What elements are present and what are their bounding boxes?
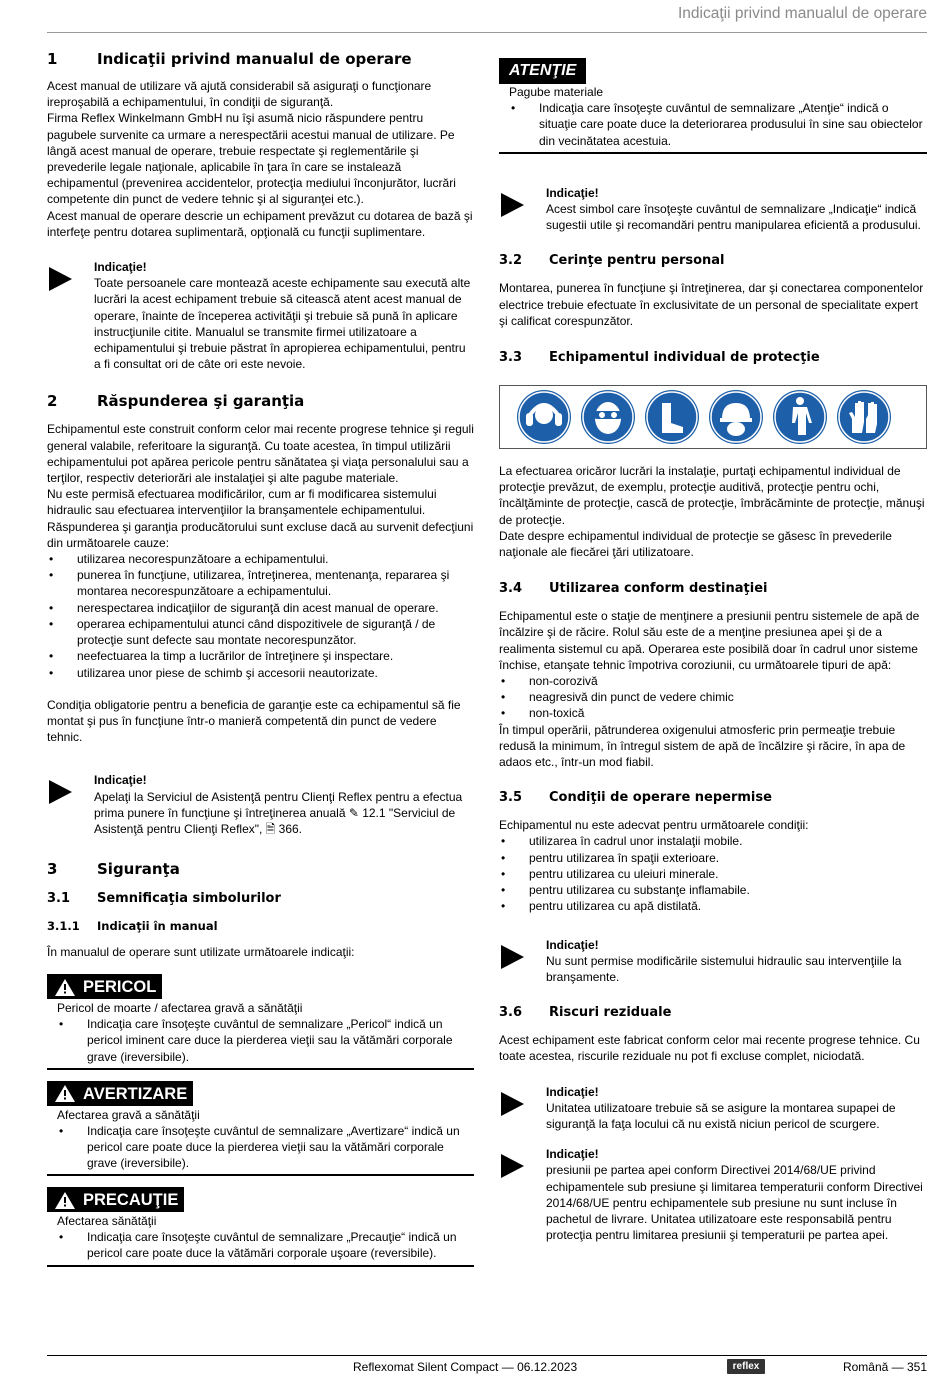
warning-subtitle: Afectarea sănătăţii (57, 1214, 157, 1229)
paragraph: Firma Reflex Winkelmann GmbH nu îşi asumă nicio răspundere pentru pagubele survenite ca urmare a nerespectării acestui manual de utilizare. Pe lângă acest manual de operare, trebuie respectate şi reglementările şi prevederile legale naţionale, aplicabile în ţara în care se instalează echipamentul (prevenirea accidentelor, protecţia mediului înconjurător, lucrări competente din punct de vedere tehnic şi al siguranţei etc.). (47, 111, 456, 207)
left-column (47, 44, 474, 1267)
note-arrow-icon (47, 772, 94, 837)
paragraph: Acest manual de utilizare vă ajută considerabil să asiguraţi o funcţionare ireproşabilă a echipamentului, în condiţii de siguranţă. (47, 79, 432, 110)
section-title: Condiţii de operare nepermise (549, 790, 772, 806)
warning-triangle-icon (55, 1192, 75, 1209)
list-item: • pentru utilizarea cu apă distilată. (499, 898, 927, 914)
note-text: Unitatea utilizatoare trebuie să se asigure la montarea supapei de siguranţă la faţa locului că nu există niciun pericol de scurgere. (546, 1100, 896, 1131)
list-item: • pentru utilizarea cu uleiuri minerale. (499, 866, 927, 882)
warning-text: • Indicaţia care însoţeşte cuvântul de semnalizare „Precauţie“ indică un pericol care poate duce la vătămări corporale uşoare (reversibile). (57, 1229, 474, 1261)
list-item: • pentru utilizarea cu substanţe inflamabile. (499, 882, 927, 898)
paragraph: Echipamentul este o staţie de menţinere a presiunii pentru sistemele de apă de încălzire şi de răcire. Rolul său este de a menţine presiunea apei şi de a realimenta sistemul cu apă. Operarea este posibilă doar în cadrul unor sisteme închise, etanşate tehnic împotriva coroziunii, cu următoarele tipuri de apă: (499, 609, 920, 672)
list-item: • utilizarea în cadrul unor instalaţii mobile. (499, 833, 927, 849)
paragraph: Acest echipament este fabricat conform celor mai recente progrese tehnice. Cu toate acestea, riscurile reziduale nu pot fi excluse complet, niciodată. (499, 1033, 920, 1064)
note-arrow-icon (499, 1146, 546, 1243)
bullet-list (499, 673, 927, 722)
warning-subtitle: Pericol de moarte / afectarea gravă a sănătăţii (57, 1001, 303, 1016)
note-title: Indicaţie! (94, 260, 147, 275)
list-item: • utilizarea necorespunzătoare a echipamentului. (47, 551, 474, 567)
section-number: 3.6 (499, 1005, 523, 1021)
list-item: • utilizarea unor piese de schimb şi accesorii neautorizate. (47, 665, 474, 681)
paragraph: Răspunderea şi garanţia producătorului sunt excluse dacă au survenit defecţiuni din următoarele cauze: (47, 519, 474, 550)
section-title: Siguranţa (97, 860, 180, 879)
list-item: • neefectuarea la timp a lucrărilor de întreţinere şi inspectare. (47, 648, 474, 664)
paragraph: Condiţia obligatorie pentru a beneficia de garanţie este ca echipamentul să fie montat şi pus în funcţiune într-o manieră competentă din punct de vedere tehnic. (47, 697, 461, 745)
signal-word: PERICOL (83, 978, 157, 997)
note-arrow-icon (499, 185, 546, 234)
warning-triangle-icon (55, 979, 75, 996)
section-number: 3.1.1 (47, 919, 80, 934)
protective-clothing-icon (772, 389, 828, 445)
ppe-pictogram-strip (499, 385, 927, 449)
list-item: • non-corozivă (499, 673, 927, 689)
note-text: Nu sunt permise modificările sistemului hidraulic sau intervenţiile la branşamente. (546, 953, 902, 984)
precautie-warning (47, 1187, 474, 1266)
footer-divider (47, 1355, 927, 1356)
paragraph: La efectuarea oricăror lucrări la instalaţie, purtaţi echipamentul individual de protecţie prevăzut, de exemplu, protecţie auditivă, protecţie pentru ochi, încălţăminte de protecţie, cască de protecţie, îmbrăcăminte de protecţie, mănuşi de protecţie. (499, 464, 925, 527)
paragraph: Echipamentul nu este adecvat pentru următoarele condiţii: (499, 818, 809, 833)
note-box (499, 1084, 927, 1133)
warning-triangle-icon (55, 1085, 75, 1102)
note-box (47, 259, 474, 372)
section-number: 3 (47, 860, 58, 879)
warning-text: • Indicaţia care însoţeşte cuvântul de semnalizare „Pericol“ indică un pericol iminent care duce la pierderea vieţii sau la vătămări corporale grave (ireversibile). (57, 1016, 474, 1065)
note-arrow-icon (47, 259, 94, 372)
section-3-1-heading (47, 890, 474, 908)
section-3-3-heading (499, 349, 927, 367)
note-title: Indicaţie! (546, 185, 599, 200)
section-3-5-heading (499, 789, 927, 807)
warning-subtitle: Pagube materiale (509, 85, 604, 99)
warning-subtitle: Afectarea gravă a sănătăţii (57, 1107, 200, 1122)
list-item: • non-toxică (499, 705, 927, 721)
section-title: Indicaţii în manual (97, 919, 218, 934)
precautie-badge (47, 1187, 184, 1212)
danger-warning (47, 974, 474, 1070)
note-box (47, 772, 474, 837)
danger-badge (47, 974, 162, 999)
section-number: 2 (47, 392, 58, 411)
section-title: Răspunderea şi garanţia (97, 392, 305, 411)
list-item: • neagresivă din punct de vedere chimic (499, 689, 927, 705)
section-1-heading (47, 49, 474, 69)
paragraph: Date despre echipamentul individual de protecţie se găsesc în prevederile naţionale ale fiecărei ţări utilizatoare. (499, 528, 892, 560)
reflex-logo: reflex (727, 1359, 765, 1374)
note-arrow-icon (499, 1084, 546, 1133)
footer-language-page: Română — 351 (842, 1360, 927, 1374)
section-title: Semnificaţia simbolurilor (97, 891, 281, 907)
running-header: Indicaţii privind manualul de operare (677, 5, 927, 22)
note-title: Indicaţie! (546, 937, 599, 952)
section-3-4-heading (499, 580, 927, 598)
list-item: • punerea în funcţiune, utilizarea, întreţinerea, mentenanţa, repararea şi montarea necorespunzătoare a echipamentului. (47, 567, 474, 599)
section-title: Utilizarea conform destinaţiei (549, 581, 768, 597)
header-divider (47, 32, 927, 33)
right-column (499, 58, 927, 1243)
note-text: Toate persoanele care montează aceste echipamente sau execută alte lucrări la acest echipament trebuie să citească atent acest manual de operare, înainte de începerea activităţii şi trebuie să pună în aplicare instrucţiunile citite. Manualul se transmite firmei utilizatoare a echipamentului şi trebuie păstrat în apropierea echipamentului, pentru a fi consultat ori de câte ori este nevoie. (94, 276, 471, 372)
list-item: • operarea echipamentului atunci când dispozitivele de siguranţă / de protecţie sunt defecte sau montate necorespunzător. (47, 616, 474, 648)
section-number: 3.4 (499, 581, 523, 597)
section-3-heading (47, 859, 474, 879)
section-title: Cerinţe pentru personal (549, 253, 725, 269)
note-title: Indicaţie! (546, 1147, 599, 1162)
bullet-list (499, 833, 927, 914)
section-3-2-heading (499, 252, 927, 270)
signal-word: PRECAUŢIE (83, 1191, 179, 1210)
note-text: presiunii pe partea apei conform Directivei 2014/68/UE privind echipamentele sub presiune şi limitarea temperaturii conform Directivei 2014/68/UE pentru echipamentele sub presiune nu sunt incluse în pachetul de livrare. Unitatea utilizatoare este responsabilă pentru protecţia pentru limitarea presiunii şi temperaturii pe partea apei. (546, 1163, 923, 1243)
warning-text: • Indicaţia care însoţeşte cuvântul de semnalizare „Avertizare“ indică un pericol care poate duce la pierderea vieţii sau la vătămări corporale grave (ireversibile). (57, 1123, 474, 1172)
note-title: Indicaţie! (94, 773, 147, 788)
avertizare-badge (47, 1081, 193, 1106)
section-3-1-1-heading (47, 918, 474, 934)
paragraph: Nu este permisă efectuarea modificărilor, cum ar fi modificarea sistemului hidraulic sau efectuarea intervenţiilor la branşamentele echipamentului. (47, 487, 437, 518)
signal-word: AVERTIZARE (83, 1084, 188, 1103)
section-number: 3.5 (499, 790, 523, 806)
attention-badge: ATENŢIE (499, 58, 586, 84)
note-box (499, 937, 927, 986)
section-number: 1 (47, 50, 58, 68)
bullet-list (47, 551, 474, 681)
section-title: Echipamentul individual de protecţie (549, 350, 820, 366)
note-box (499, 1146, 927, 1243)
section-3-6-heading (499, 1004, 927, 1022)
section-2-heading (47, 391, 474, 411)
paragraph: În timpul operării, pătrunderea oxigenului atmosferic prin permeaţie trebuie redusă la minimum, în întregul sistem de apă de încălzire şi răcire, în apa de adaos etc., într-un mod fiabil. (499, 722, 906, 770)
warning-text: • Indicaţia care însoţeşte cuvântul de semnalizare „Atenţie“ indică o situaţie care poate duce la deteriorarea produsului în sine sau obiectelor din vecinătatea acestuia. (509, 100, 927, 149)
ear-protection-icon (516, 389, 572, 445)
paragraph: Echipamentul este construit conform celor mai recente progrese tehnice şi reguli general valabile, referitoare la siguranţă. Cu toate acestea, în timpul utilizării echipamentului pot apărea pericole pentru sănătatea şi viaţa personalului sau a terţilor, respectiv deteriorări ale instalaţiei şi alte pagube materiale. (47, 422, 474, 486)
paragraph: În manualul de operare sunt utilizate următoarele indicaţii: (47, 945, 355, 960)
note-text: Apelaţi la Serviciul de Asistenţă pentru Clienţi Reflex pentru a efectua prima punere în funcţiune şi întreţinerea anuală ✎ 12.1 "Serviciul de Asistenţă pentru Clienţi Reflex", 🗎 366. (94, 789, 463, 836)
paragraph: Acest manual de operare descrie un echipament prevăzut cu dotarea de bază şi interfeţe pentru dotarea suplimentară, opţională cu funcţii suplimentare. (47, 208, 473, 239)
safety-boots-icon (644, 389, 700, 445)
note-title: Indicaţie! (546, 1084, 599, 1099)
section-title: Riscuri reziduale (549, 1005, 672, 1021)
attention-warning (499, 58, 927, 154)
avertizare-warning (47, 1081, 474, 1177)
list-item: • nerespectarea indicaţiilor de siguranţă din acest manual de operare. (47, 600, 474, 616)
protective-gloves-icon (836, 389, 892, 445)
section-number: 3.2 (499, 253, 523, 269)
section-number: 3.3 (499, 350, 523, 366)
footer-document-title: Reflexomat Silent Compact — 06.12.2023 (353, 1360, 578, 1374)
list-item: • pentru utilizarea în spaţii exterioare. (499, 850, 927, 866)
safety-helmet-icon (708, 389, 764, 445)
section-title: Indicaţii privind manualul de operare (97, 50, 412, 68)
note-text: Acest simbol care însoţeşte cuvântul de semnalizare „Indicaţie“ indică sugestii utile şi recomandări pentru manipularea eficientă a produsului. (546, 202, 921, 233)
eye-protection-icon (580, 389, 636, 445)
note-box (499, 185, 927, 234)
section-number: 3.1 (47, 891, 71, 907)
paragraph: Montarea, punerea în funcţiune şi întreţinerea, dar şi conectarea componentelor electrice trebuie efectuate în exclusivitate de un personal de specialitate expert şi calificat corespunzător. (499, 281, 924, 328)
note-arrow-icon (499, 937, 546, 986)
